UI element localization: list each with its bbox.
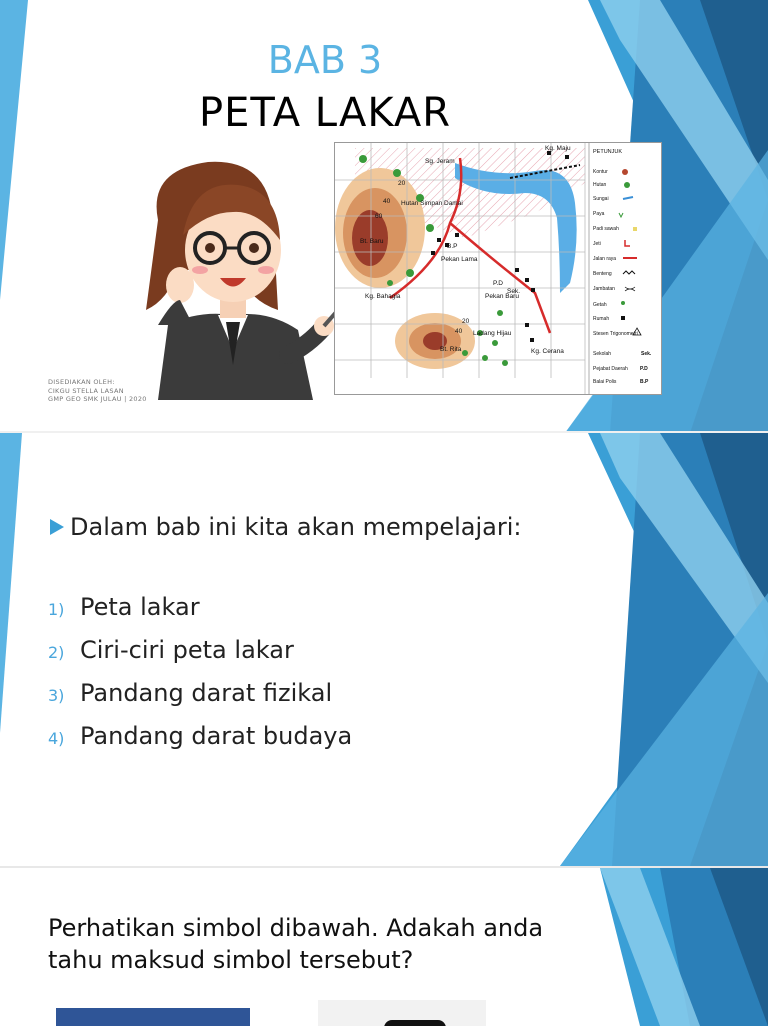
svg-text:Bt. Rita: Bt. Rita <box>440 346 462 353</box>
list-item: 2) Ciri-ciri peta lakar <box>48 636 294 664</box>
svg-text:Ladang Hijau: Ladang Hijau <box>473 330 512 337</box>
svg-text:Kontur: Kontur <box>593 169 608 175</box>
svg-text:Pejabat Daerah: Pejabat Daerah <box>593 366 628 372</box>
svg-text:Sg. Jeram: Sg. Jeram <box>425 158 455 165</box>
list-item: 1) Peta lakar <box>48 593 200 621</box>
svg-text:Jambatan: Jambatan <box>593 286 615 292</box>
svg-text:20: 20 <box>398 180 406 187</box>
svg-text:Padi sawah: Padi sawah <box>593 226 619 232</box>
svg-text:P.D: P.D <box>640 366 648 372</box>
svg-text:Jalan raya: Jalan raya <box>593 256 617 262</box>
sketch-map <box>334 142 662 395</box>
svg-text:Jeti: Jeti <box>593 241 601 247</box>
svg-text:Rumah: Rumah <box>593 316 610 322</box>
slide-contents <box>0 433 768 866</box>
svg-text:P.D: P.D <box>493 280 503 287</box>
svg-text:Paya: Paya <box>593 211 605 217</box>
svg-text:Pekan Lama: Pekan Lama <box>441 256 478 263</box>
intro-text: Dalam bab ini kita akan mempelajari: <box>50 513 522 541</box>
list-item: 4) Pandang darat budaya <box>48 722 353 750</box>
svg-text:Hutan: Hutan <box>593 182 607 188</box>
svg-text:Stesen Trigonometri: Stesen Trigonometri <box>593 331 638 337</box>
credit-text: DISEDIAKAN OLEH: CIKGU STELLA LASAN GMP GEO SMK JULAU | 2020 <box>48 378 147 403</box>
svg-text:Sek.: Sek. <box>641 351 652 357</box>
svg-text:Kg. Bahagia: Kg. Bahagia <box>365 293 401 300</box>
svg-text:Getah: Getah <box>593 302 607 308</box>
bullet-arrow-icon <box>50 519 64 535</box>
svg-text:Sekolah: Sekolah <box>593 351 612 357</box>
svg-text:Kg. Cerana: Kg. Cerana <box>531 348 564 355</box>
sketch-map-drawing <box>335 143 661 394</box>
slide-title <box>0 0 768 433</box>
svg-text:PETUNJUK: PETUNJUK <box>593 149 623 155</box>
svg-text:B.P: B.P <box>640 379 649 385</box>
svg-text:Balai Polis: Balai Polis <box>593 379 617 385</box>
svg-text:Hutan Simpan Damai: Hutan Simpan Damai <box>401 200 463 207</box>
svg-text:60: 60 <box>375 213 383 220</box>
question-text: Perhatikan simbol dibawah. Adakah anda tahu maksud simbol tersebut? <box>48 914 544 974</box>
svg-text:40: 40 <box>383 198 391 205</box>
topic-list <box>48 593 352 765</box>
svg-text:B.P: B.P <box>447 243 458 250</box>
svg-text:Sek.: Sek. <box>507 288 521 295</box>
teacher-illustration <box>138 150 348 400</box>
slide-question <box>0 866 768 1026</box>
svg-text:Pekan Baru: Pekan Baru <box>485 293 519 300</box>
slide-title-line1: BAB 3 <box>267 38 383 82</box>
svg-text:20: 20 <box>462 318 470 325</box>
symbol-image-2 <box>318 1000 486 1026</box>
svg-text:Kg. Maju: Kg. Maju <box>545 145 571 152</box>
symbol-image-1 <box>56 1008 250 1026</box>
svg-text:Sungai: Sungai <box>593 196 609 202</box>
svg-text:40: 40 <box>455 328 463 335</box>
slide-title-line2: PETA LAKAR <box>198 90 452 136</box>
svg-text:Bt. Baru: Bt. Baru <box>360 238 384 245</box>
svg-text:Benteng: Benteng <box>593 271 612 277</box>
list-item: 3) Pandang darat fizikal <box>48 679 333 707</box>
